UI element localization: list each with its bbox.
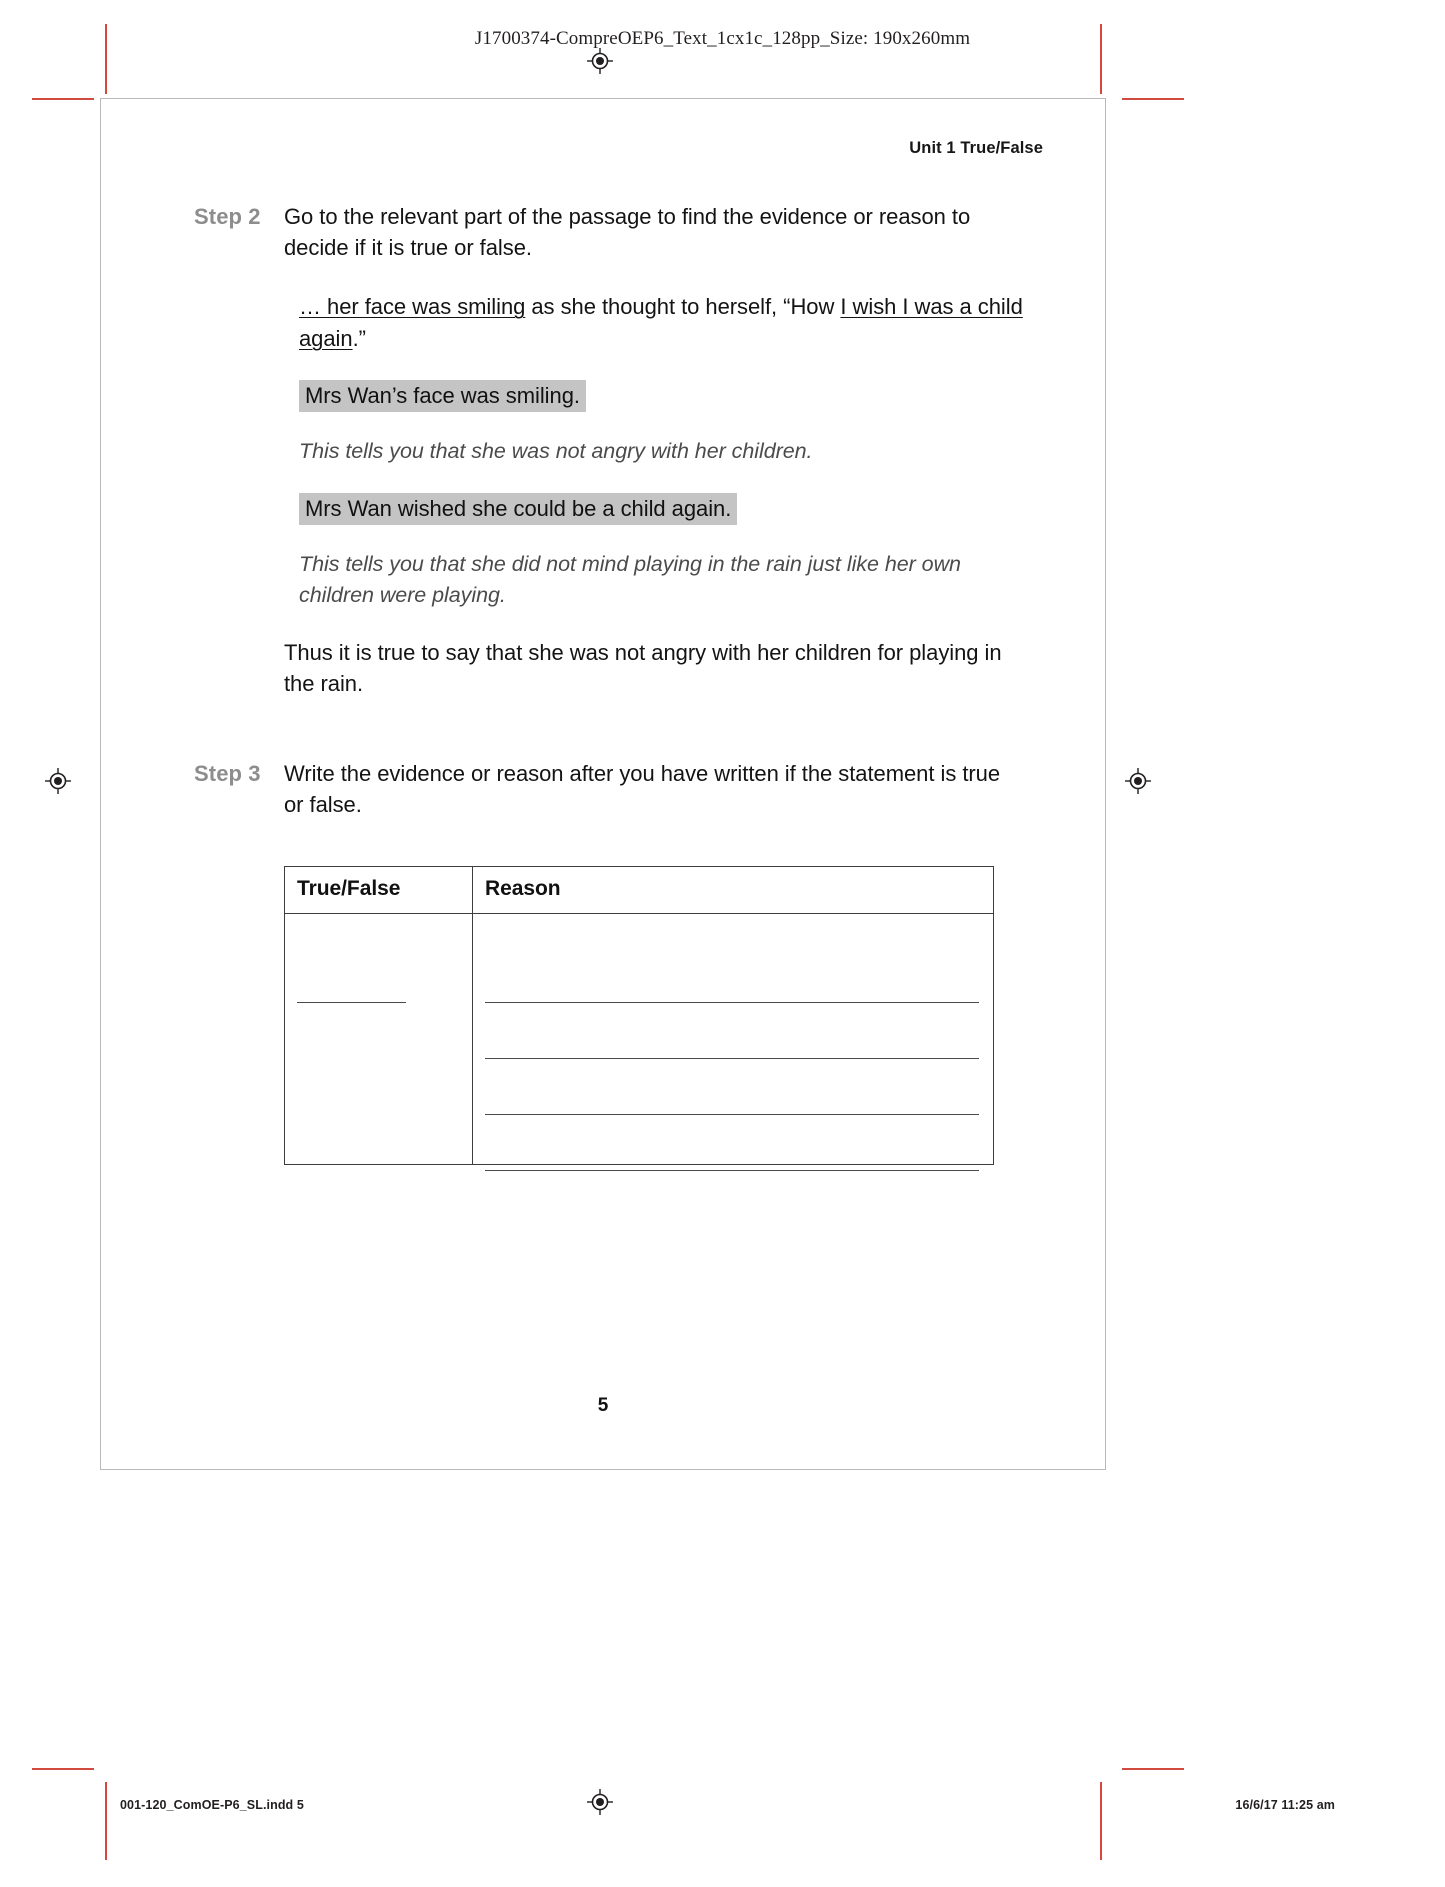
evidence-statement-1: Mrs Wan’s face was smiling. [299,380,586,412]
evidence-explanation-1: This tells you that she was not angry with her children. [299,438,813,463]
answer-cell-true-false[interactable] [285,914,473,1165]
passage-quote-underline-1: … her face was smiling [299,294,526,320]
step-text-3: Write the evidence or reason after you have written if the statement is true or false. [284,760,1001,817]
prepress-bottom-slug-right: 16/6/17 11:25 am [1235,1798,1335,1812]
prepress-top-slug: J1700374-CompreOEP6_Text_1cx1c_128pp_Size: 190x260mm [474,28,971,49]
write-rule [297,1002,406,1003]
step-label-2: Step 2 [194,204,261,229]
running-head: Unit 1 True/False [909,139,1043,157]
column-header-true-false: True/False [285,867,473,914]
prepress-bottom-slug-left: 001-120_ComOE-P6_SL.indd 5 [120,1798,304,1812]
true-false-rule-stack [297,914,458,1164]
passage-quote-underline-2: I wish I was a child again [299,294,1023,351]
table-header-row [285,867,994,914]
evidence-statement-2: Mrs Wan wished she could be a child again. [299,493,737,525]
registration-target-icon-left [45,768,71,794]
reason-rule-stack [485,914,979,1164]
reason-write-area[interactable] [473,914,993,1164]
page-content [194,201,1024,1165]
crop-mark-bottom-left-vertical [105,1782,107,1860]
answer-table [284,866,994,1165]
column-header-reason: Reason [473,867,994,914]
page-sheet [100,98,1106,1470]
table-row [285,914,994,1165]
passage-quote-plain-1: as she thought to herself, “How [525,294,841,320]
registration-target-icon-right [1125,768,1151,794]
true-false-write-area[interactable] [285,914,472,1164]
registration-target-icon-top [587,48,613,74]
evidence-statement-1-line [299,380,1029,412]
crop-mark-top-right-horizontal [1122,98,1184,100]
step-row-2 [194,201,1024,263]
write-rule [485,1170,979,1171]
conclusion-paragraph: Thus it is true to say that she was not angry with her children for playing in the rain. [284,640,1002,697]
page-number: 5 [597,1395,609,1416]
crop-mark-bottom-left-horizontal [32,1768,94,1770]
crop-mark-bottom-right-vertical [1100,1782,1102,1860]
registration-target-icon-bottom [587,1789,613,1815]
evidence-explanation-2: This tells you that she did not mind playing in the rain just like her own children were playing. [299,551,961,608]
evidence-statement-2-line [299,493,1029,525]
step-row-3 [194,758,1024,820]
crop-mark-bottom-right-horizontal [1122,1768,1184,1770]
step-3-wrapper [194,758,1024,820]
answer-cell-reason[interactable] [473,914,994,1165]
write-rule [485,1002,979,1003]
write-rule [485,1114,979,1115]
passage-quote [299,291,1029,353]
step-label-3: Step 3 [194,760,261,786]
write-rule [485,1058,979,1059]
passage-quote-plain-2: .” [352,325,366,351]
answer-table-body [285,914,994,1165]
passage-quote-block [299,291,1029,611]
crop-mark-top-left-horizontal [32,98,94,100]
answer-table-head [285,867,994,914]
step-text-2: Go to the relevant part of the passage to find the evidence or reason to decide if it is true or false. [284,204,971,261]
